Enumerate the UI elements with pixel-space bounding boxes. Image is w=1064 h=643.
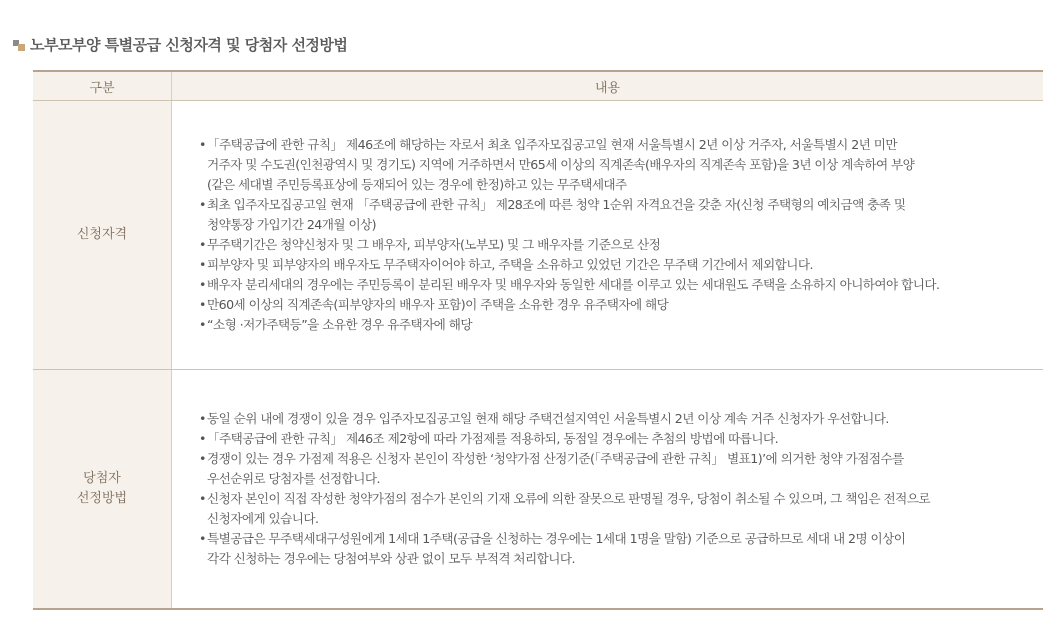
- bullet-list: [199, 135, 939, 335]
- row-content: [172, 370, 1043, 608]
- list-item: • 동일 순위 내에 경쟁이 있을 경우 입주자모집공고일 현재 해당 주택건설지역인 서울특별시 2년 이상 계속 거주 신청자가 우선합니다.: [199, 409, 930, 429]
- row-label: 당첨자 선정방법: [33, 370, 172, 608]
- header-category: 구분: [33, 72, 172, 100]
- eligibility-table: [33, 70, 1043, 610]
- list-item: • 피부양자 및 피부양자의 배우자도 무주택자이어야 하고, 주택을 소유하고 있었던 기간은 무주택 기간에서 제외합니다.: [199, 255, 939, 275]
- table-row-eligibility: [33, 101, 1043, 369]
- list-item: • 「주택공급에 관한 규칙」 제46조에 해당하는 자로서 최초 입주자모집공고일 현재 서울특별시 2년 이상 거주자, 서울특별시 2년 미만 거주자 및 수도권(인천광역시 및 경기도) 지역에 거주하면서 만65세 이상의 직계존속(배우자의 직계존속 포함)을 3년 이상 계속하여 부양 (같은 세대별 주민등록표상에 등재되어 있는 경우에 한정)하고 있는 무주택세대주: [199, 135, 939, 195]
- list-item: • 경쟁이 있는 경우 가점제 적용은 신청자 본인이 작성한 ‘청약가점 산정기준(「주택공급에 관한 규칙」 별표1)’에 의거한 청약 가점점수를 우선순위로 당첨자를 선정합니다.: [199, 449, 930, 489]
- header-content: 내용: [594, 80, 621, 96]
- square-bullet-icon: [13, 38, 27, 52]
- list-item: • “소형 ·저가주택등”을 소유한 경우 유주택자에 해당: [199, 315, 939, 335]
- list-item: • 배우자 분리세대의 경우에는 주민등록이 분리된 배우자 및 배우자와 동일한 세대를 이루고 있는 세대원도 주택을 소유하지 아니하여야 합니다.: [199, 275, 939, 295]
- table-row-selection: [33, 369, 1043, 608]
- list-item: • 만60세 이상의 직계존속(피부양자의 배우자 포함)이 주택을 소유한 경우 유주택자에 해당: [199, 295, 939, 315]
- row-label: 신청자격: [33, 101, 172, 369]
- table-header: [33, 72, 1043, 101]
- list-item: • 무주택기간은 청약신청자 및 그 배우자, 피부양자(노부모) 및 그 배우자를 기준으로 산정: [199, 235, 939, 255]
- section-title: [13, 34, 347, 55]
- list-item: • 신청자 본인이 직접 작성한 청약가점의 점수가 본인의 기재 오류에 의한 잘못으로 판명될 경우, 당첨이 취소될 수 있으며, 그 책임은 전적으로 신청자에게 있습니다.: [199, 489, 930, 529]
- bullet-list: [199, 409, 930, 569]
- list-item: • 「주택공급에 관한 규칙」 제46조 제2항에 따라 가점제를 적용하되, 동점일 경우에는 추첨의 방법에 따릅니다.: [199, 429, 930, 449]
- page-title: 노부모부양 특별공급 신청자격 및 당첨자 선정방법: [30, 36, 348, 54]
- list-item: • 특별공급은 무주택세대구성원에게 1세대 1주택(공급을 신청하는 경우에는 1세대 1명을 말함) 기준으로 공급하므로 세대 내 2명 이상이 각각 신청하는 경우에는 당첨여부와 상관 없이 모두 부적격 처리합니다.: [199, 529, 930, 569]
- row-content: [172, 101, 1043, 369]
- list-item: • 최초 입주자모집공고일 현재 「주택공급에 관한 규칙」 제28조에 따른 청약 1순위 자격요건을 갖춘 자(신청 주택형의 예치금액 충족 및 청약통장 가입기간 24개월 이상): [199, 195, 939, 235]
